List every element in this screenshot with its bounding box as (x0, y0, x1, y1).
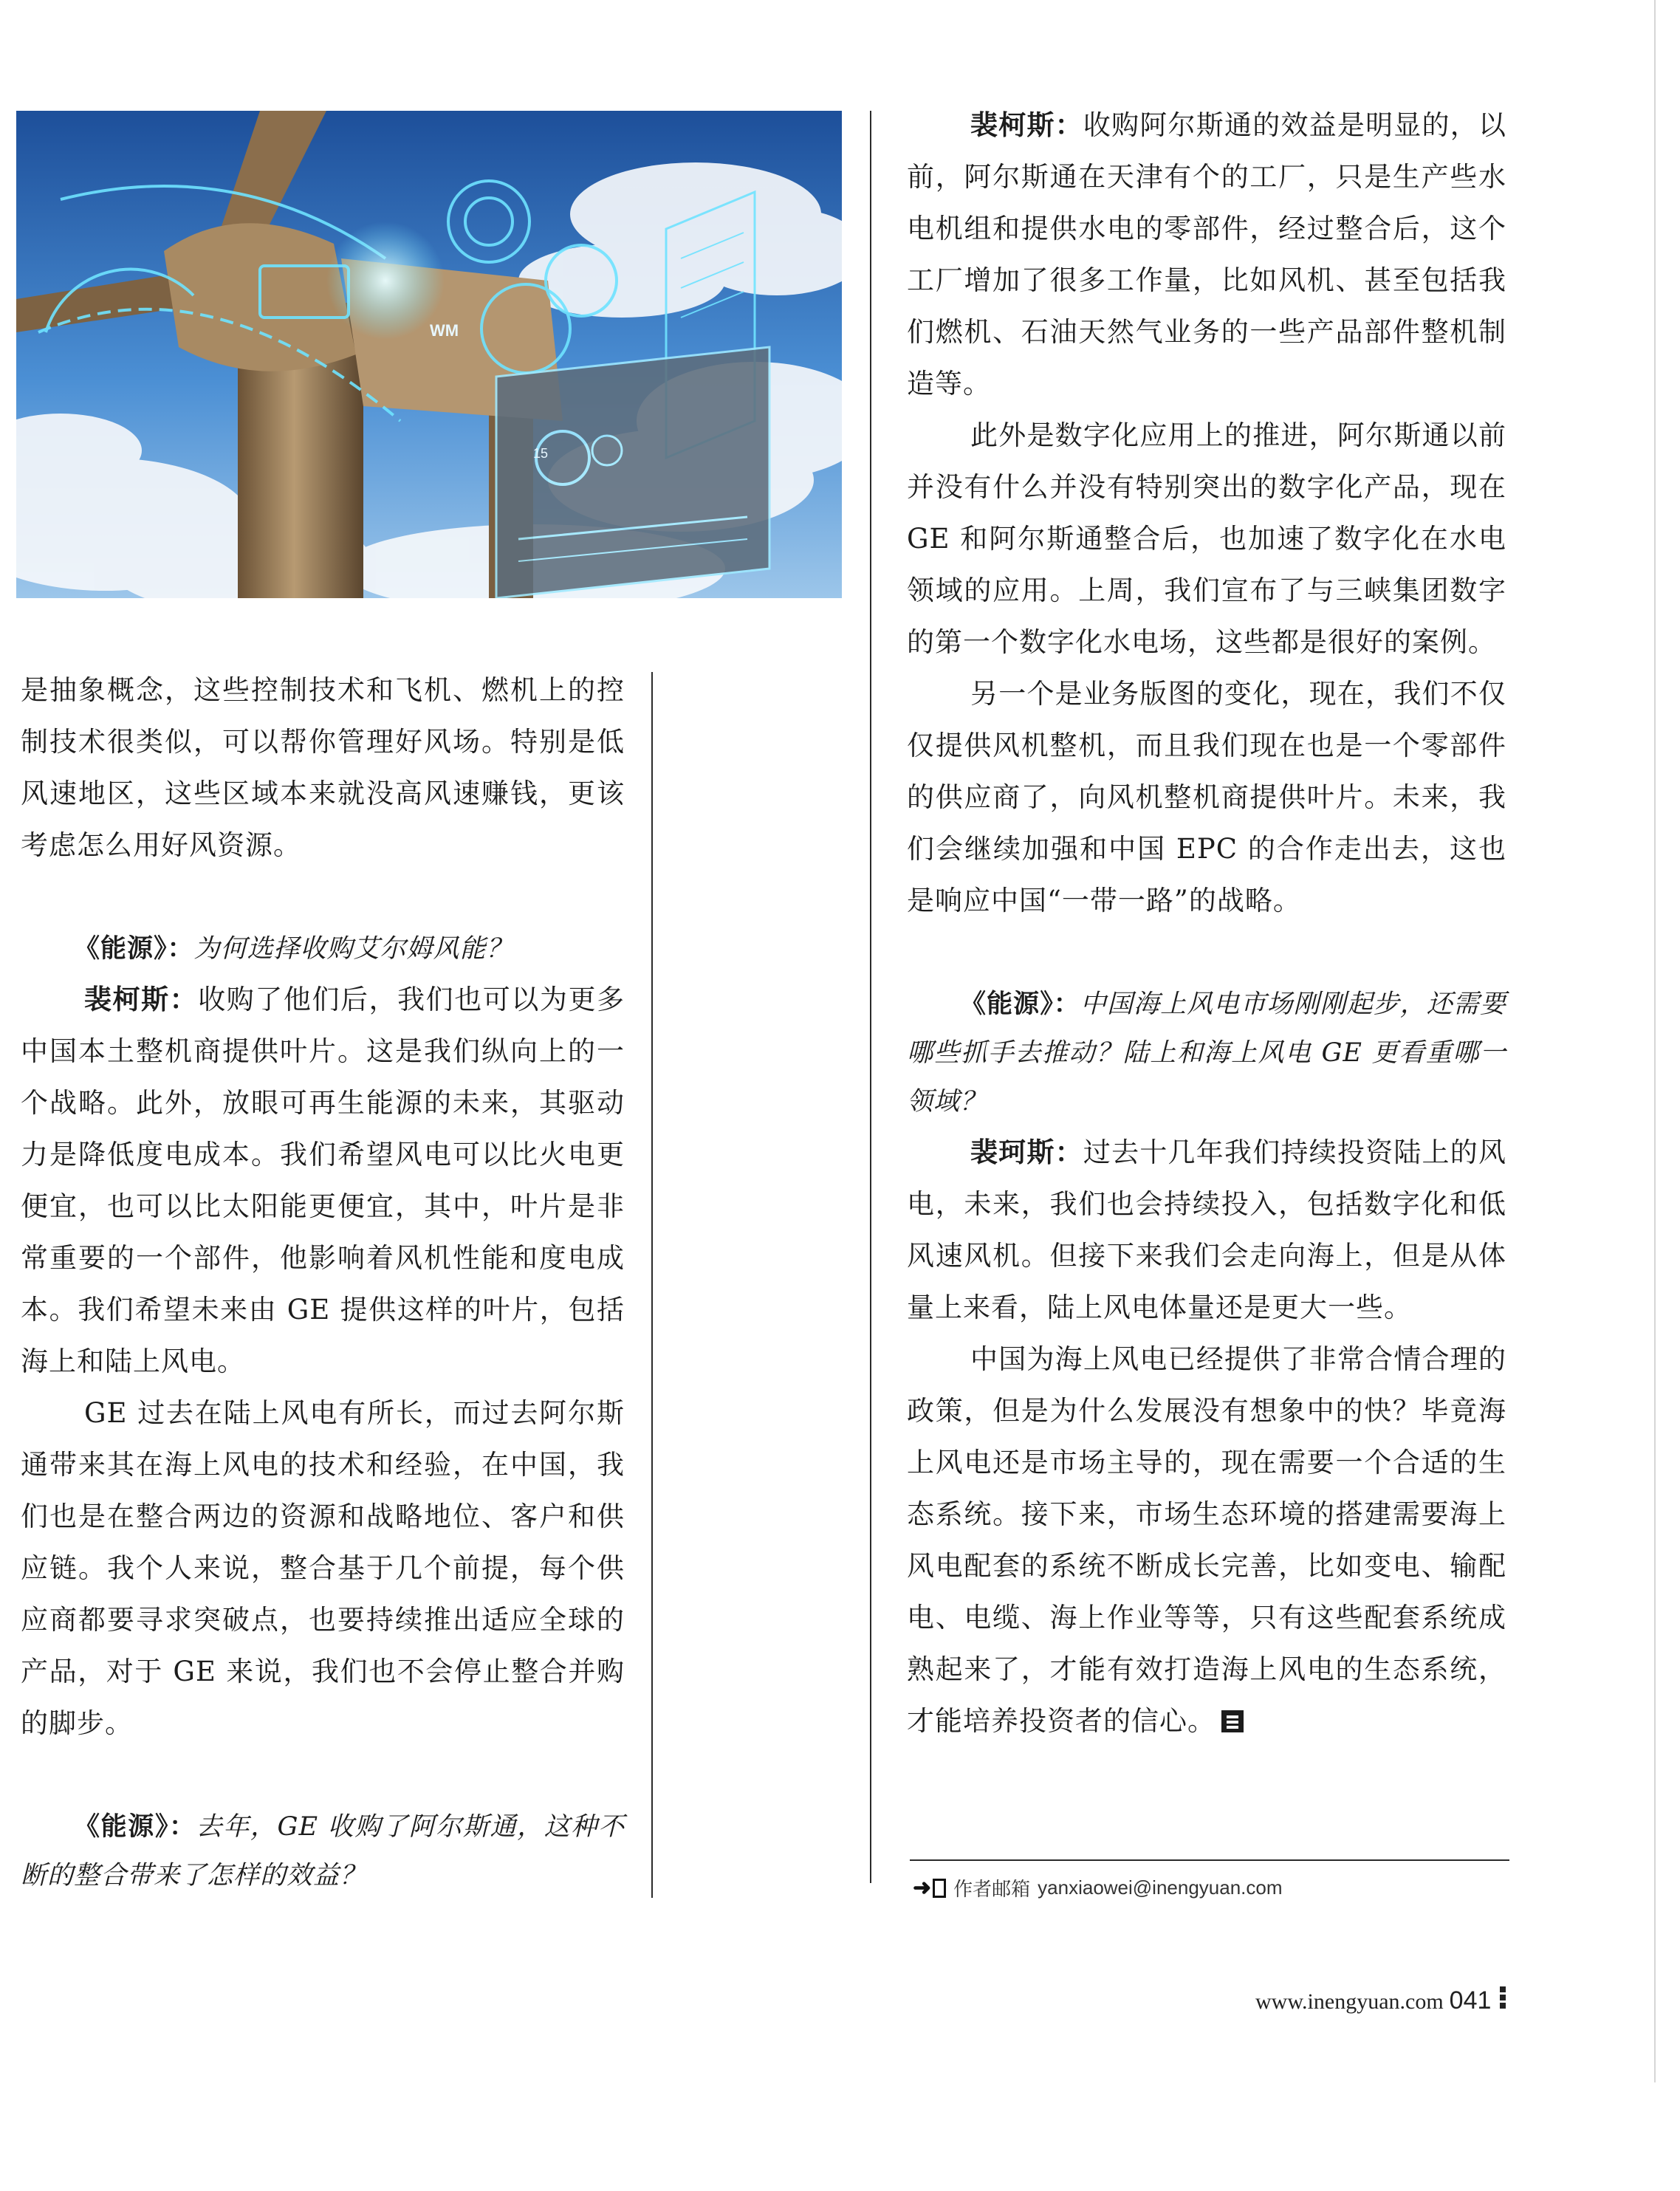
question-1 (21, 925, 625, 973)
question-2 (21, 1803, 625, 1900)
paragraph-5 (907, 1334, 1506, 1747)
paragraph-2: GE 过去在陆上风电有所长，而过去阿尔斯通带来其在海上风电的技术和经验，在中国，我们也是在整合两边的资源和战略地位、客户和供应链。我个人来说，整合基于几个前提，每个供应商都要寻求突破点，也要持续推出适应全球的产品，对于 GE 来说，我们也不会停止整合并购的脚步。 (21, 1397, 625, 1739)
hud-panel (496, 347, 769, 598)
paragraph-1: 是抽象概念，这些控制技术和飞机、燃机上的控制技术很类似，可以帮你管理好风场。特别是低风速地区，这些区域本来就没高风速赚钱，更该考虑怎么用好风资源。 (21, 674, 625, 861)
center-column-rule (870, 111, 871, 1883)
answer-1 (21, 973, 625, 1388)
answer-3 (907, 1126, 1506, 1334)
question-1-text: 为何选择收购艾尔姆风能？ (193, 934, 513, 964)
answer-1-text: 收购了他们后，我们也可以为更多中国本土整机商提供叶片。这是我们纵向上的一个战略。此外，放眼可再生能源的未来，其驱动力是降低度电成本。我们希望风电可以比火电更便宜，也可以比太阳能更便宜，其中，叶片是非常重要的一个部件，他影响着风机性能和度电成本。我们希望未来由 GE 提供这样的叶片，包括海上和陆上风电。 (21, 984, 625, 1377)
author-email-label: 作者邮箱 (953, 1878, 1031, 1900)
paragraph-3: 此外是数字化应用上的推进，阿尔斯通以前并没有什么并没有特别突出的数字化产品，现在 GE 和阿尔斯通整合后，也加速了数字化在水电领域的应用。上周，我们宣布了与三峡集团数字的第一个数字化水电场，这些都是很好的案例。 (907, 419, 1506, 658)
paragraph-4: 另一个是业务版图的变化，现在，我们不仅仅提供风机整机，而且我们现在也是一个零部件的供应商了，向风机整机商提供叶片。未来，我们会继续加强和中国 EPC 的合作走出去，这也是响应中国“一带一路”的战略。 (907, 678, 1506, 916)
answer-1-speaker: 裴柯斯： (84, 983, 199, 1015)
answer-3-speaker: 裴珂斯： (970, 1136, 1083, 1168)
right-column (907, 99, 1506, 1747)
wind-turbine-illustration (16, 111, 842, 598)
answer-2-speaker: 裴柯斯： (970, 109, 1083, 141)
question-2-text: 去年，GE 收购了阿尔斯通，这种不断的整合带来了怎样的效益？ (21, 1812, 625, 1890)
author-email (913, 1874, 1283, 1902)
footer-dots-icon (1500, 1986, 1506, 2009)
left-column-rule (651, 672, 653, 1898)
answer-2 (907, 99, 1506, 410)
page-number: 041 (1449, 1986, 1492, 2015)
left-column (21, 665, 625, 1900)
page-edge (1654, 0, 1656, 2082)
page-footer (1255, 1986, 1506, 2015)
arrow-mail-icon: ➜ (913, 1875, 946, 1901)
paragraph-5-text: 中国为海上风电已经提供了非常合情合理的政策，但是为什么发展没有想象中的快？毕竟海上风电还是市场主导的，现在需要一个合适的生态系统。接下来，市场生态环境的搭建需要海上风电配套的系统不断成长完善，比如变电、输配电、电缆、海上作业等等，只有这些配套系统成熟起来了，才能有效打造海上风电的生态系统，才能培养投资者的信心。 (907, 1343, 1506, 1737)
footer-url[interactable]: www.inengyuan.com (1255, 1989, 1444, 2014)
nacelle-mark: WM (430, 321, 459, 340)
question-3-text: 中国海上风电市场刚刚起步，还需要哪些抓手去推动？陆上和海上风电 GE 更看重哪一领域？ (907, 990, 1506, 1117)
author-email-address[interactable]: yanxiaowei@inengyuan.com (1038, 1876, 1283, 1899)
question-3-speaker: 《能源》： (960, 989, 1080, 1019)
question-1-speaker: 《能源》： (74, 933, 194, 964)
answer-3-text: 过去十几年我们持续投资陆上的风电，未来，我们也会持续投入，包括数字化和低风速风机。但接下来我们会走向海上，但是从体量上来看，陆上风电体量还是更大一些。 (907, 1136, 1507, 1323)
hud-panel-number: 15 (533, 446, 549, 461)
email-divider (910, 1859, 1509, 1861)
answer-2-text: 收购阿尔斯通的效益是明显的，以前，阿尔斯通在天津有个的工厂，只是生产些水电机组和提供水电的零部件，经过整合后，这个工厂增加了很多工作量，比如风机、甚至包括我们燃机、石油天然气业务的一些产品部件整机制造等。 (907, 109, 1507, 400)
question-2-speaker: 《能源》： (74, 1811, 196, 1842)
end-mark-icon (1221, 1710, 1244, 1732)
question-3 (907, 980, 1506, 1126)
